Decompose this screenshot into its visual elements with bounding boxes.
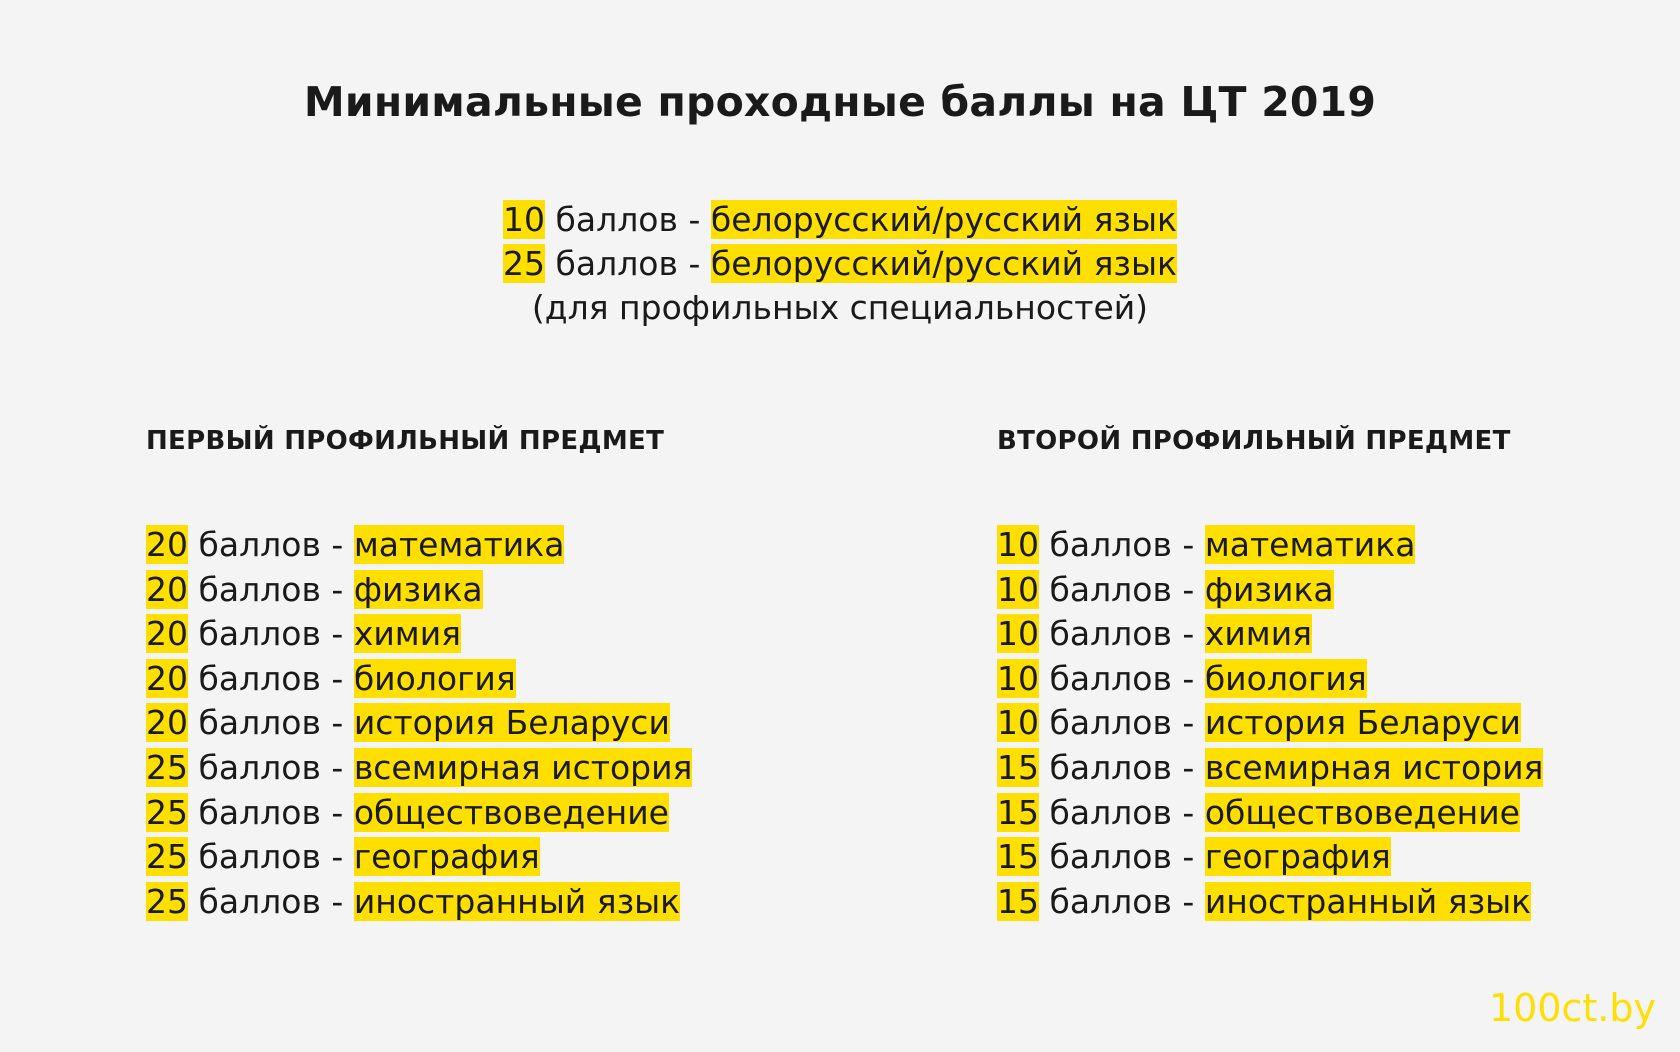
subject-name: обществоведение xyxy=(1204,792,1520,832)
unit-word: баллов xyxy=(555,244,678,283)
language-line xyxy=(0,242,1680,286)
subject-name: обществоведение xyxy=(353,792,669,832)
score: 20 xyxy=(146,614,188,654)
subject-name: химия xyxy=(1204,614,1312,654)
subject-name: география xyxy=(1204,837,1391,877)
subject-name: биология xyxy=(353,658,516,698)
unit-word: баллов xyxy=(1049,792,1172,832)
unit-word: баллов xyxy=(555,200,678,239)
separator: - xyxy=(1182,881,1195,921)
unit-word: баллов xyxy=(198,792,321,832)
separator: - xyxy=(331,792,344,832)
unit-word: баллов xyxy=(1049,881,1172,921)
subject-name: белорусский/русский язык xyxy=(710,244,1177,283)
subject-name: биология xyxy=(1204,658,1367,698)
unit-word: баллов xyxy=(198,747,321,787)
subject-name: математика xyxy=(353,525,565,564)
unit-word: баллов xyxy=(198,614,321,654)
score-row xyxy=(997,701,1680,746)
unit-word: баллов xyxy=(198,703,321,743)
score: 25 xyxy=(146,881,188,921)
score-row xyxy=(146,791,846,836)
separator: - xyxy=(1182,837,1195,877)
subject-name: всемирная история xyxy=(353,747,693,787)
unit-word: баллов xyxy=(1049,525,1172,564)
column-heading: ВТОРОЙ ПРОФИЛЬНЫЙ ПРЕДМЕТ xyxy=(997,426,1511,456)
score-list xyxy=(997,523,1680,924)
score-row xyxy=(997,835,1680,880)
score: 15 xyxy=(997,792,1039,832)
page-title: Минимальные проходные баллы на ЦТ 2019 xyxy=(303,78,1377,126)
score-row xyxy=(146,880,846,925)
separator: - xyxy=(331,881,344,921)
score-row xyxy=(146,612,846,657)
separator: - xyxy=(688,244,701,283)
separator: - xyxy=(1182,703,1195,743)
separator: - xyxy=(331,614,344,654)
separator: - xyxy=(331,569,344,609)
score: 10 xyxy=(997,569,1039,609)
unit-word: баллов xyxy=(1049,703,1172,743)
score: 10 xyxy=(997,525,1039,564)
score-row xyxy=(146,746,846,791)
score: 10 xyxy=(997,703,1039,743)
score-row xyxy=(146,568,846,613)
unit-word: баллов xyxy=(1049,658,1172,698)
score-row xyxy=(997,568,1680,613)
subject-name: история Беларуси xyxy=(353,703,670,743)
subject-name: иностранный язык xyxy=(1204,881,1532,921)
score-row xyxy=(146,523,846,568)
subject-name: иностранный язык xyxy=(353,881,681,921)
unit-word: баллов xyxy=(1049,569,1172,609)
separator: - xyxy=(331,525,344,564)
score: 25 xyxy=(146,837,188,877)
score: 10 xyxy=(503,200,546,239)
separator: - xyxy=(1182,525,1195,564)
score: 15 xyxy=(997,881,1039,921)
separator: - xyxy=(331,703,344,743)
first-subject-column xyxy=(146,426,846,924)
unit-word: баллов xyxy=(1049,614,1172,654)
unit-word: баллов xyxy=(1049,747,1172,787)
score: 15 xyxy=(997,837,1039,877)
language-line xyxy=(0,198,1680,242)
score-row xyxy=(146,835,846,880)
score-row xyxy=(997,746,1680,791)
subject-name: всемирная история xyxy=(1204,747,1544,787)
separator: - xyxy=(1182,792,1195,832)
unit-word: баллов xyxy=(198,837,321,877)
unit-word: баллов xyxy=(198,525,321,564)
unit-word: баллов xyxy=(198,658,321,698)
score: 25 xyxy=(146,792,188,832)
unit-word: баллов xyxy=(1049,837,1172,877)
separator: - xyxy=(331,837,344,877)
separator: - xyxy=(331,658,344,698)
second-subject-column xyxy=(997,426,1680,924)
language-requirements xyxy=(0,198,1680,330)
score-row xyxy=(997,523,1680,568)
score: 25 xyxy=(503,244,546,283)
language-note: (для профильных специальностей) xyxy=(531,288,1149,327)
score-row xyxy=(146,701,846,746)
score: 20 xyxy=(146,658,188,698)
score-row xyxy=(997,791,1680,836)
unit-word: баллов xyxy=(198,569,321,609)
unit-word: баллов xyxy=(198,881,321,921)
score: 25 xyxy=(146,747,188,787)
separator: - xyxy=(331,747,344,787)
separator: - xyxy=(1182,614,1195,654)
subject-name: история Беларуси xyxy=(1204,703,1521,743)
score-list xyxy=(146,523,846,924)
subject-name: география xyxy=(353,837,540,877)
score: 20 xyxy=(146,525,188,564)
score: 15 xyxy=(997,747,1039,787)
score-row xyxy=(997,612,1680,657)
separator: - xyxy=(1182,747,1195,787)
score: 10 xyxy=(997,658,1039,698)
separator: - xyxy=(688,200,701,239)
subject-name: физика xyxy=(1204,569,1334,609)
score-row xyxy=(997,657,1680,702)
subject-name: физика xyxy=(353,569,483,609)
score: 20 xyxy=(146,569,188,609)
score: 20 xyxy=(146,703,188,743)
score-row xyxy=(146,657,846,702)
site-watermark: 100ct.by xyxy=(1488,986,1656,1030)
subject-name: математика xyxy=(1204,525,1416,564)
score: 10 xyxy=(997,614,1039,654)
subject-name: белорусский/русский язык xyxy=(710,200,1177,239)
column-heading: ПЕРВЫЙ ПРОФИЛЬНЫЙ ПРЕДМЕТ xyxy=(146,426,665,456)
subject-name: химия xyxy=(353,614,461,654)
score-row xyxy=(997,880,1680,925)
separator: - xyxy=(1182,569,1195,609)
separator: - xyxy=(1182,658,1195,698)
